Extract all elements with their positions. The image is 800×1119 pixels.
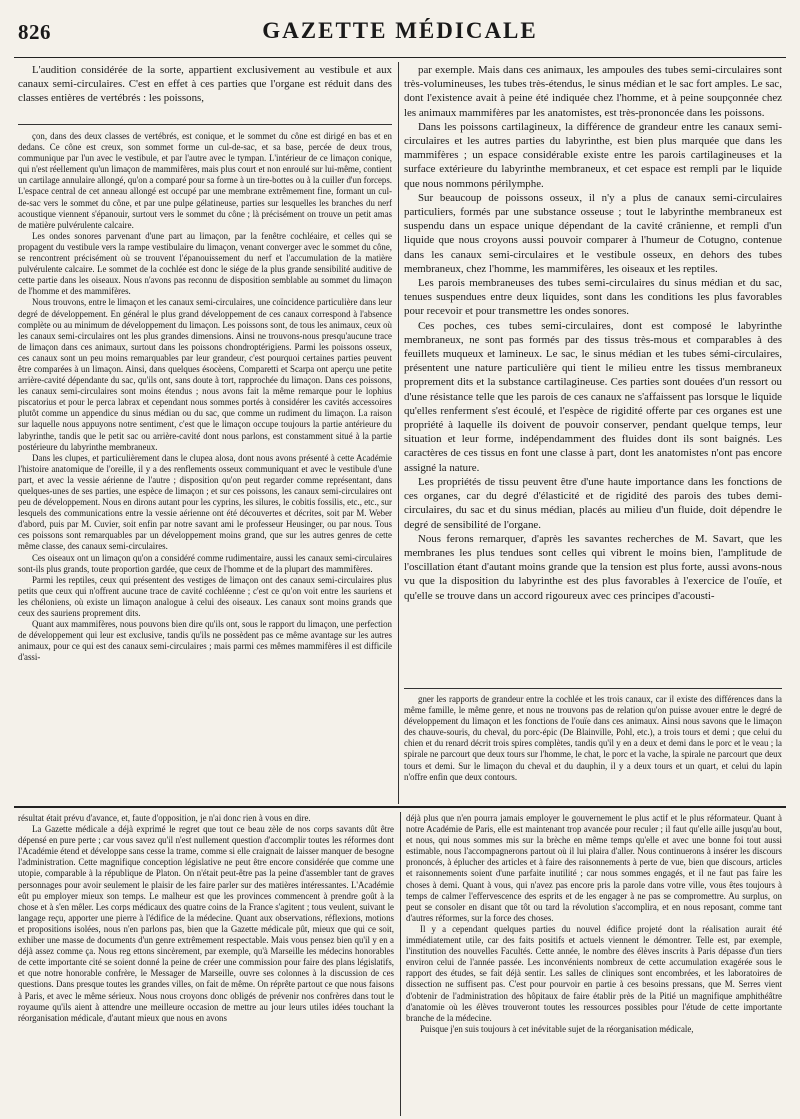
paragraph: Les propriétés de tissu peuvent être d'une haute importance dans les fonctions de ces organes, car du degré d'élasticité et de rigidité des parois des tubes demi-circulaires, du sac et du sinus médian, placés au milieu d'un fluide, doit dépendre le degré de sensibilité de l'organe. <box>404 475 782 531</box>
paragraph: Ces poches, ces tubes semi-circulaires, dont est composé le labyrinthe membraneux, ne sont pas formés par des tissus très-mous et comparables à des feuillets muqueux et lamineux. Le sac, le sinus médian et les tubes sémi-circulaires, présentent une nature particulière qui tient le milieu entre les tissus membraneux proprement dits et la substance cartilagineuse. Ces parties sont douées d'un ressort ou d'une résistance telle que les parois de ces canaux ne s'affaissent pas lorsque le liquide qu'elles renferment s'est écoulé, et l'espèce de rigidité offerte par ces organes est une propriété à laquelle ils doivent de pouvoir conserver, pendant quelque temps, leur situation et leur forme, indépendamment des fluides dont ils sont baignés. Les caractères de ces tissus en font une classe à part, dont les anatomistes n'ont pas encore assigné la nature. <box>404 319 782 474</box>
header-rule <box>14 57 786 58</box>
paragraph: L'audition considérée de la sorte, appartient exclusivement au vestibule et aux canaux semi-circulaires. C'est en effet à ces parties que l'organe est réduit dans des classes entières de vertébrés : les poissons, <box>18 64 392 105</box>
right-article <box>404 63 782 681</box>
paragraph: résultat était prévu d'avance, et, faute d'opposition, je n'ai donc rien à vous en dire. <box>18 813 311 823</box>
feuilleton-left <box>18 813 394 1115</box>
paragraph: La Gazette médicale a déjà exprimé le regret que tout ce beau zèle de nos corps savants dût être dépensé en pure perte ; car vous savez qu'il n'est nullement question d'accomplir toutes les réformes dont l'Académie étend et développe sans cesse la trame, comme si elle craignait de laisser manquer de besogne l'administration. Cette magnifique conception législative ne peut être encore considérée que comme une utopie, comparable à la république de Platon. On n'était peut-être pas la peine d'assembler tant de graves personnages pour avoir seulement le plaisir de les faire parler sur des matières intéressantes. L'Académie eût pu employer mieux son temps. Le malheur est que les provinces commencent à prendre goût à la chose et à s'en mêler. Les corps médicaux des quatre coins de la France s'agitent ; tous veulent, suivant le langage reçu, apporter une pierre à l'édifice de la médecine. Quant aux observations, réflexions, motions et propositions isolées, nous n'en parlons pas, bien que la Gazette médicale pût, mieux que qui ce soit, exhiber une masse de documents d'un genre extrêmement respectable. Mais vous pensez bien qu'il y en a déjà assez comme ça. Nous reg ettons sincèrement, par exemple, qu'à Marseille les médecins honorables de cette importante cité se soient donné la peine de créer une commission pour faire des plans législatifs, et que notre honorable confrère, le Messager de Marseille, ouvre ses colonnes à la discussion de ces questions. Dans presque toutes les grandes villes, on fait de même. On réprête partout ce que nous faisons à Paris, et avec le même sérieux. Nous nous croyons donc obligés de prévenir nos confrères dans tout le royaume qu'ils aient à attendre une meilleure occasion de mettre au jour leurs utiles idées touchant la réorganisation médicale, d'autant mieux que nous en avons <box>18 824 394 1023</box>
paragraph: déjà plus que n'en pourra jamais employer le gouvernement le plus actif et le plus réformateur. Quant à notre Académie de Paris, elle est maintenant trop avancée pour reculer ; il faut qu'elle aille jusqu'au bout, et nous, qui nous sommes mis sur la brèche en même temps qu'elle et avec une bonne foi tout aussi estimable, nous l'accompagnerons partout où il lui plaira d'aller. Nous continuerons à insérer les discours prononcés, à éplucher des articles et à faire des raisonnements à perte de vue, bien que discours, articles et raisonnements soient d'une parfaite inutilité ; car nous sommes engagés, et il ne faut pas faire les choses à demi. Quant à vous, qui n'avez pas encore pris la parole dans votre ville, vous êtes toujours à temps de calmer l'effervescence des esprits et de les engager à ne pas se compromettre. Au surplus, on peut se consoler en disant que tôt ou tard la révolution s'accomplira, et en nous reposant, comme tant d'autres réformes, sur la force des choses. <box>406 813 782 923</box>
column-rule <box>18 124 392 125</box>
paragraph: Nous trouvons, entre le limaçon et les canaux semi-circulaires, une coïncidence particulière dans leur degré de développement. En général le plus grand développement de ces canaux correspond à l'absence complète ou au minimum de développement du limaçon. Les poissons sont, de tous les animaux, ceux où les canaux semi-circulaires ont les plus grandes dimensions. Ainsi ne trouvons-nous presqu'aucune trace de limaçon dans ces animaux, surtout dans les poissons chondroptérigiens. Parmi les poissons osseux, ces canaux sont un peu moins remarquables par leur grandeur, c'est pourquoi certaines parties peuvent être comparées à un limaçon. Ainsi, dans quelques ésocèens, Comparetti et Scarpa ont aperçu une petite arrière-cavité dépendante du sac, qu'ils ont, sans doute à tort, rapprochée du limaçon. Dans ces poissons, les canaux semi-circulaires sont moins étendus ; nous avons fait la même remarque pour le lophius piscatorius et pour le perca labrax et cependant nous sommes portés à considérer les cavités accessoires plutôt comme un appendice du sinus médian ou du sac, que comme un rudiment du limaçon. La raison sur laquelle nous appuyons notre sentiment, c'est que le limaçon occupe toujours la partie antérieure du labyrinthe, tandis que le petit sac ou arrière-cavité dont nous parlons, est constamment situé à la partie postérieure du labyrinthe membraneux. <box>18 297 392 452</box>
paragraph: Nous ferons remarquer, d'après les savantes recherches de M. Savart, que les membranes les plus tendues sont celles qui vibrent le moins bien, l'amplitude de l'oscillation étant d'autant moins grande que la tension est plus forte, aussi avons-nous vu que la disposition du labyrinthe est des plus favorables à l'exercice de l'ouïe, et qu'elle se trouve dans un accord rigoureux avec ces principes d'acousti- <box>404 532 782 602</box>
column-divider <box>398 62 399 804</box>
footnote-left <box>18 131 392 801</box>
paragraph: Dans les clupes, et particulièrement dans le clupea alosa, dont nous avons présenté à cette Académie l'histoire anatomique de l'oreille, il y a des renflements osseux communiquant et avec le vestibule d'une part, et avec la vessie aérienne de l'autre ; disposition qu'on peut regarder comme représentant, dans quelques-unes de ses parties, une espèce de limaçon ; et sur ces poissons, les canaux semi-circulaires ont peu de développement. Nous en dirons autant pour les cyprins, les silures, le cobitis fossilis, etc., etc., sur lesquels des communications entre la vessie aérienne ont été découvertes et décrites, soit par M. Weber d'abord, puis par M. Cuvier, soit enfin par notre savant ami le professeur Heusinger, ou par nous. Tous ces poissons sont remarquables par un développement moins grand, que sur les autres genres de cette même classe, des canaux semi-circulaires. <box>18 452 392 552</box>
page-title: GAZETTE MÉDICALE <box>262 18 538 43</box>
paragraph: Ces oiseaux ont un limaçon qu'on a considéré comme rudimentaire, aussi les canaux semi-circulaires sont-ils plus grands, toute proportion gardée, que ceux de l'homme et de la plupart des mammifères. <box>18 552 392 574</box>
page-header <box>14 18 786 52</box>
paragraph: par exemple. Mais dans ces animaux, les ampoules des tubes semi-circulaires sont très-volumineuses, les tubes très-étendus, le sinus médian et le sac fort amples. Le sac, dont l'existence avait à peine été indiquée chez l'homme, et à peine soupçonnée chez les animaux mammifères par les anatomistes, est très-prononcée dans les poissons. <box>404 64 782 119</box>
footnote-right <box>404 694 782 800</box>
paragraph: Dans les poissons cartilagineux, la différence de grandeur entre les canaux semi-circulaires et les autres parties du labyrinthe, est bien plus marquée que dans les mammifères ; un espace considérable existe entre les parois cartilagineuses et la surface extérieure du labyrinthe membraneux, et cet espace est rempli par le liquide que nous nommons périlymphe. <box>404 120 782 190</box>
paragraph: çon, dans des deux classes de vertébrés, est conique, et le sommet du cône est dirigé en bas et en dedans. Ce cône est creux, son sommet forme un cul-de-sac, et sa base, percée de deux trous, communique par l'un avec le vestibule, et par l'autre avec le tympan. L'intérieur de ce limaçon conique, qui n'est réellement qu'un limaçon de mammifères, mais plus court et non enroulé sur lui-même, contient un cartilage annulaire allongé, qu'on a comparé pour sa forme à un tire-bottes ou à la cuiller d'un forceps. L'espace central de cet anneau allongé est occupé par une membrane extrêmement fine, formant un cul-de-sac vers le sommet du cône, et par une pulpe gélatineuse, parties sur lesquelles les branches du nerf acoustique viennent s'épanouir, surtout vers le sommet du cône ; là précisément on trouve un petit amas de matière pulvérulente calcaire. <box>18 131 392 230</box>
paragraph: Il y a cependant quelques parties du nouvel édifice projeté dont la réalisation aurait été immédiatement utile, car des faits positifs et actuels viennent le démontrer. Telle est, par exemple, l'institution des nouvelles Facultés. Cette année, le nombre des élèves inscrits à Paris dépasse d'un tiers environ celui de l'année passée. Les inconvénients nombreux de cette accumulation exagérée sous le rapport des études, se fait déjà sentir. Les salles de cliniques sont encombrées, et les laboratoires de dissection ne suffisent pas. C'est pour pourvoir en partie à ces besoins pressans, que M. Serres vient d'obtenir de l'administration des hôpitaux de faire établir près de la Pitié un magnifique amphithéâtre d'anatomie où les élèves trouveront toutes les ressources possibles pour l'étude de cette importante branche de la médecine. <box>406 923 782 1023</box>
page-number: 826 <box>18 20 51 44</box>
feuilleton-right <box>406 813 782 1115</box>
paragraph: Puisque j'en suis toujours à cet inévitable sujet de la réorganisation médicale, <box>420 1023 694 1034</box>
top-left-article <box>18 63 392 121</box>
paragraph: Les ondes sonores parvenant d'une part au limaçon, par la fenêtre cochléaire, et celles qui se propagent du vestibule vers la rampe vestibulaire du limaçon, venant converger avec le sommet du cône, se rencontrent précisément où se trouvent l'épanouissement du nerf et l'accumulation de la matière pulvérulente calcaire. Le sommet de la cochlée est donc le siége de la plus grande sensibilité auditive de cette partie dans les oiseaux. Nous n'avons pas reconnu de disposition semblable au sommet du limaçon de l'homme et des mammifères. <box>18 230 392 297</box>
paragraph: Parmi les reptiles, ceux qui présentent des vestiges de limaçon ont des canaux semi-circulaires plus petits que ceux qui n'offrent aucune trace de cavité cochléenne ; c'est ce qu'on voit entre les sauriens et les chéloniens, où existe un limaçon analogue à celui des oiseaux. Les canaux sont moins grands que ceux des sauriens proprement dits. <box>18 574 392 619</box>
column-divider <box>400 812 401 1116</box>
paragraph: Les parois membraneuses des tubes semi-circulaires du sinus médian et du sac, tenues suspendues entre deux liquides, sont dans les conditions les plus favorables pour recevoir et pour transmettre les ondes sonores. <box>404 277 782 318</box>
footnote-rule <box>404 688 782 689</box>
paragraph: gner les rapports de grandeur entre la cochlée et les trois canaux, car il existe des différences dans la même famille, le même genre, et nous ne trouvons pas de relation qu'on puisse avouer entre le degré de développement du limaçon et les fonctions de l'ouïe dans ces animaux. Ainsi nous savons que le limaçon des chauve-souris, du cheval, du porc-épic (De Blainville, Pohl, etc.), a trois tours et demi ; que celui du chien et du renard décrit trois spires complètes, tandis qu'il y en a deux et demi dans le porc et le veau ; la spirale ne parcourt que deux tours sur l'homme, le chat, le porc et la vache, la spirale ne parcourt que deux tours et demi. Sur le limaçon du cheval et du dauphin, il y a deux tours et un quart, et celui du lapin n'offre enfin que deux contours. <box>404 694 782 782</box>
feuilleton-rule <box>14 806 786 808</box>
paragraph: Quant aux mammifères, nous pouvons bien dire qu'ils ont, sous le rapport du limaçon, une perfection de développement qui leur est exclusive, tandis qu'ils ne possèdent pas ce même avantage sur les autres animaux, pour ce qui est des canaux semi-circulaires ; mais parmi ces mêmes mammifères il est difficile d'assi- <box>18 619 392 663</box>
paragraph: Sur beaucoup de poissons osseux, il n'y a plus de canaux semi-circulaires particuliers, formés par une substance osseuse ; tout le labyrinthe membraneux est suspendu dans un espace unique dépendant de la cavité crânienne, et rempli d'un liquide que nous croyons aussi pouvoir comparer à l'humeur de Cotugno, contenue dans les canaux semi-circulaires et le vestibule osseux, en dehors des tubes membraneux, chez l'homme, les mammifères, les oiseaux et les reptiles. <box>404 191 782 275</box>
